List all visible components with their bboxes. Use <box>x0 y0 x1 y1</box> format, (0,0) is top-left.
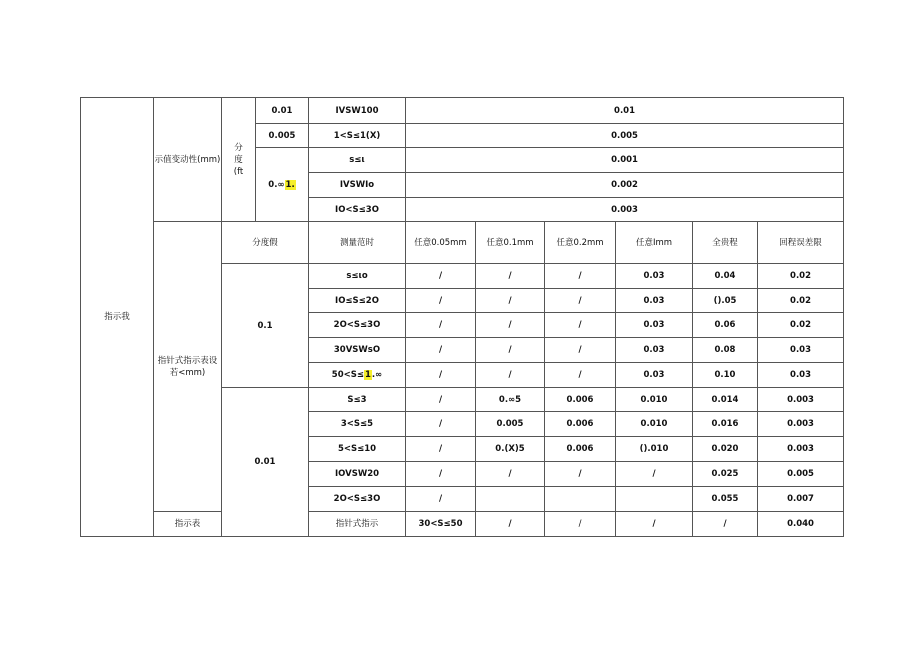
value-cell: 0.005 <box>476 412 545 437</box>
value-cell: 0.(X)5 <box>476 437 545 462</box>
value-cell: / <box>545 264 616 289</box>
sec1-value: 0.003 <box>406 198 844 222</box>
sec1-division-value: 0.∞1. <box>256 148 309 222</box>
division-cell: 0.01 <box>222 388 309 537</box>
range-cell: 30VSWsO <box>309 338 406 363</box>
value-cell: 0.02 <box>758 313 844 338</box>
value-cell: 0.02 <box>758 289 844 313</box>
value-cell: / <box>406 313 476 338</box>
value-cell: 0.005 <box>758 462 844 487</box>
sec1-range: IVSW100 <box>309 98 406 124</box>
highlight-mark: 1. <box>285 179 295 190</box>
value-cell: 0.03 <box>758 363 844 388</box>
value-cell: 0.010 <box>616 388 693 412</box>
value-cell: / <box>545 289 616 313</box>
value-cell: 0.03 <box>616 338 693 363</box>
sec1-value: 0.01 <box>406 98 844 124</box>
value-cell: 0.02 <box>758 264 844 289</box>
sec1-value: 0.001 <box>406 148 844 173</box>
tolerance-table <box>80 97 844 537</box>
sec1-range: s≤ι <box>309 148 406 173</box>
range-cell: 3<S≤5 <box>309 412 406 437</box>
value-cell: 0.04 <box>693 264 758 289</box>
value-cell: / <box>545 462 616 487</box>
value-cell: 0.020 <box>693 437 758 462</box>
value-cell: 0.03 <box>616 264 693 289</box>
range-cell: 2O<S≤3O <box>309 487 406 512</box>
value-cell: / <box>616 512 693 537</box>
range-cell: IO≤S≤2O <box>309 289 406 313</box>
value-cell: 0.055 <box>693 487 758 512</box>
value-cell: 0.03 <box>616 363 693 388</box>
range-cell: S≤3 <box>309 388 406 412</box>
value-cell: 0.003 <box>758 412 844 437</box>
value-cell: / <box>406 462 476 487</box>
value-cell: 0.003 <box>758 388 844 412</box>
value-cell: 0.03 <box>616 313 693 338</box>
column-header: 任意0.1mm <box>476 222 545 264</box>
value-cell: / <box>406 487 476 512</box>
value-cell: / <box>476 289 545 313</box>
value-cell: 0.03 <box>758 338 844 363</box>
value-cell: / <box>476 313 545 338</box>
range-cell: 30<S≤50 <box>406 512 476 537</box>
sec1-division-value: 0.01 <box>256 98 309 124</box>
value-cell: / <box>545 512 616 537</box>
column-header: 全贵程 <box>693 222 758 264</box>
range-cell: 2O<S≤3O <box>309 313 406 338</box>
division-cell: 0.1 <box>222 264 309 388</box>
column-header: 回程误差限 <box>758 222 844 264</box>
value-cell <box>476 487 545 512</box>
sec1-division-value: 0.005 <box>256 124 309 148</box>
column-header: 任意Imm <box>616 222 693 264</box>
value-cell: 0.007 <box>758 487 844 512</box>
value-cell: 0.025 <box>693 462 758 487</box>
sec1-range: 1<S≤1(X) <box>309 124 406 148</box>
value-cell: 0.040 <box>758 512 844 537</box>
sec1-value: 0.005 <box>406 124 844 148</box>
value-cell <box>545 487 616 512</box>
value-cell: / <box>406 264 476 289</box>
value-cell: / <box>406 338 476 363</box>
range-cell: IOVSW20 <box>309 462 406 487</box>
range-cell: 50<S≤1.∞ <box>309 363 406 388</box>
value-cell: / <box>476 462 545 487</box>
highlight-mark: 1 <box>364 370 371 380</box>
value-cell: 0.10 <box>693 363 758 388</box>
value-cell: 0.003 <box>758 437 844 462</box>
sec2-label: 指针式指示表设若<mm) <box>154 222 222 512</box>
column-header: 任意0.05mm <box>406 222 476 264</box>
value-cell: / <box>476 363 545 388</box>
value-cell: / <box>406 289 476 313</box>
value-cell: / <box>476 338 545 363</box>
footer-type: 指针式指示 <box>309 512 406 537</box>
value-cell: / <box>476 264 545 289</box>
value-cell: 0.03 <box>616 289 693 313</box>
value-cell: 0.08 <box>693 338 758 363</box>
value-cell: / <box>545 338 616 363</box>
value-cell: 0.014 <box>693 388 758 412</box>
value-cell: / <box>406 437 476 462</box>
value-cell: 0.06 <box>693 313 758 338</box>
value-cell: 0.∞5 <box>476 388 545 412</box>
sec1-division-label: 分 度 (ft <box>222 98 256 222</box>
value-cell: / <box>406 412 476 437</box>
range-cell: 5<S≤10 <box>309 437 406 462</box>
column-header: 测量范时 <box>309 222 406 264</box>
value-cell: / <box>693 512 758 537</box>
value-cell: / <box>616 462 693 487</box>
column-header: 任意0.2mm <box>545 222 616 264</box>
group-label-cell: 指示我 <box>81 98 154 537</box>
value-cell: 0.006 <box>545 388 616 412</box>
sec1-range: IO<S≤3O <box>309 198 406 222</box>
value-cell: 0.006 <box>545 437 616 462</box>
sec1-value: 0.002 <box>406 173 844 198</box>
footer-category: 指示表 <box>154 512 222 537</box>
range-cell: s≤ιo <box>309 264 406 289</box>
sec1-range: IVSWIo <box>309 173 406 198</box>
sec1-label: 示值变动性(mm) <box>154 98 222 222</box>
value-cell: ().010 <box>616 437 693 462</box>
value-cell: 0.006 <box>545 412 616 437</box>
value-cell: / <box>476 512 545 537</box>
value-cell: 0.016 <box>693 412 758 437</box>
value-cell: / <box>545 363 616 388</box>
value-cell: ().05 <box>693 289 758 313</box>
value-cell: / <box>545 313 616 338</box>
column-header: 分度假 <box>222 222 309 264</box>
value-cell: / <box>406 388 476 412</box>
value-cell: 0.010 <box>616 412 693 437</box>
value-cell <box>616 487 693 512</box>
value-cell: / <box>406 363 476 388</box>
